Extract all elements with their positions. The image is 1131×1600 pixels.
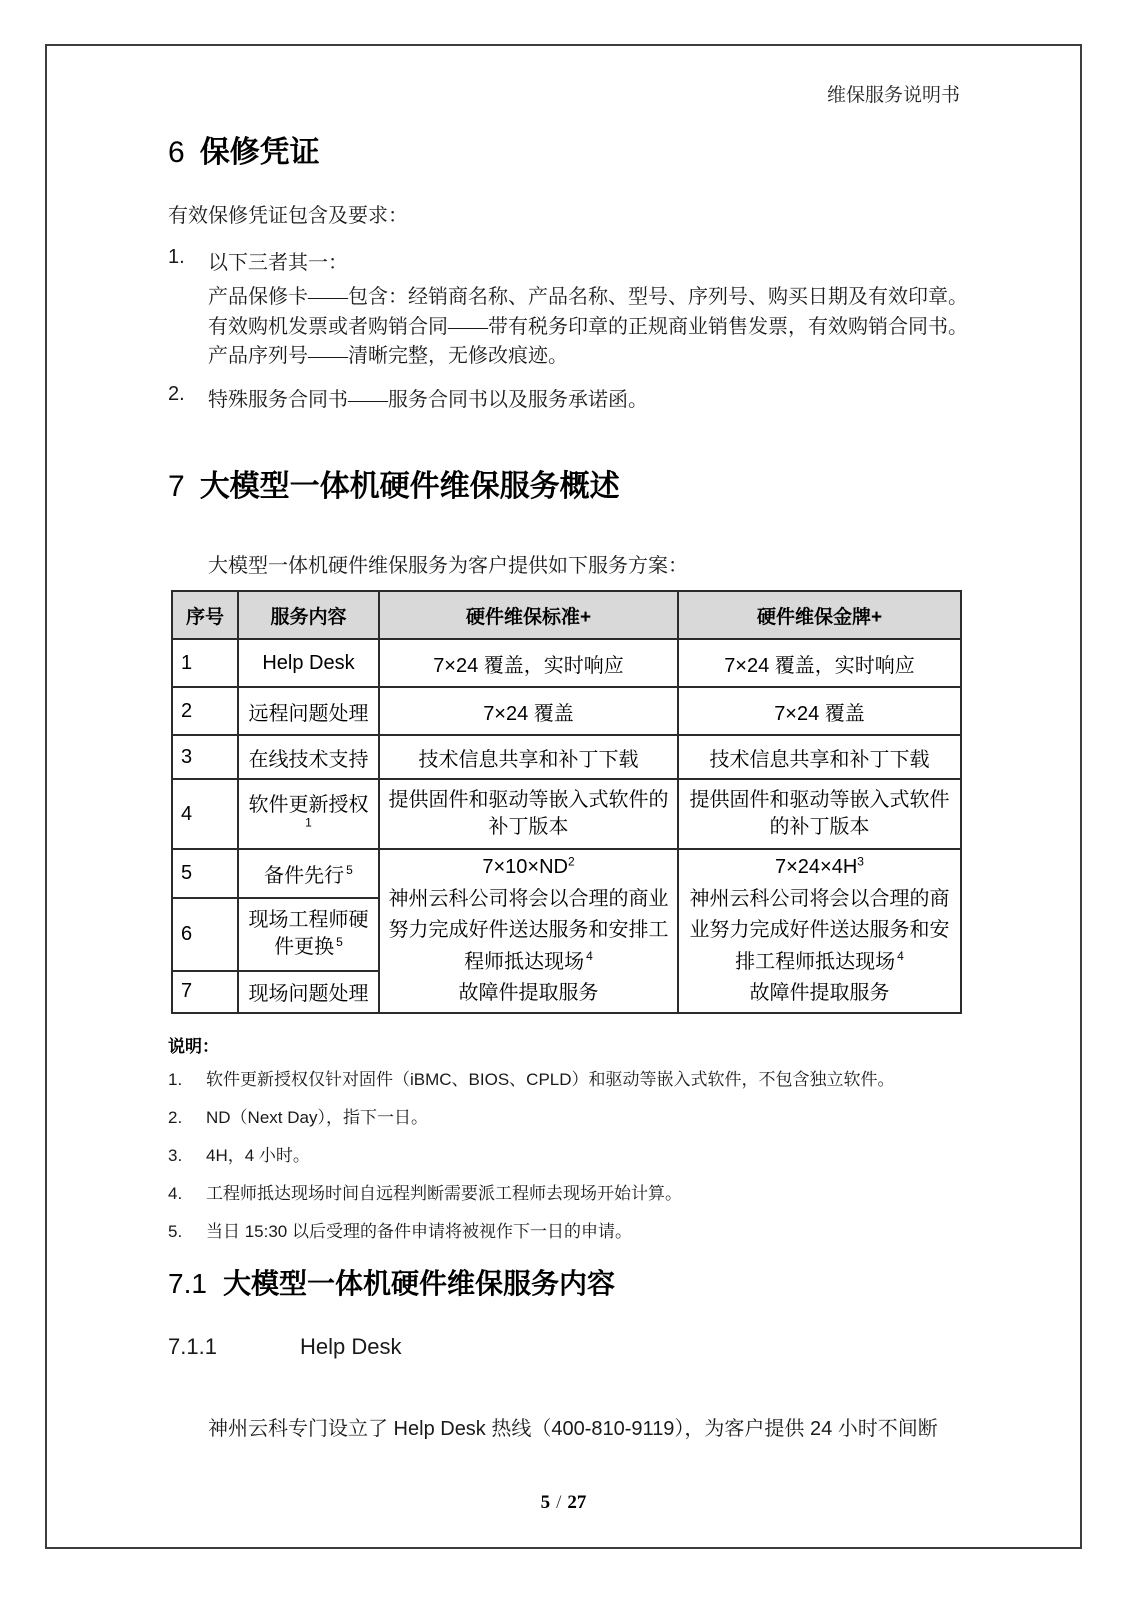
section-6-heading: [168, 136, 320, 170]
section-6-intro: 有效保修凭证包含及要求：: [168, 205, 408, 227]
row-6-service: [238, 898, 379, 971]
col-header-standard: 硬件维保标准+: [379, 591, 678, 639]
merged-standard-cell: [379, 849, 678, 1013]
note-2-number: 2.: [168, 1108, 183, 1127]
merged-gold-cell: [678, 849, 961, 1013]
table-row: [172, 687, 961, 735]
row-1-standard: 7×24 覆盖，实时响应: [379, 639, 678, 687]
standard-sla-text: 7×10×ND: [482, 856, 568, 878]
helpdesk-paragraph: 神州云科专门设立了 Help Desk 热线（400-810-9119），为客户提供 24 小时不间断: [208, 1418, 938, 1440]
note-1-number: 1.: [168, 1070, 183, 1089]
list-item-2: [168, 383, 968, 412]
page-number-separator: /: [556, 1492, 562, 1513]
col-header-gold: 硬件维保金牌+: [678, 591, 961, 639]
gold-sla: [687, 852, 952, 884]
section-6-number: 6: [168, 136, 185, 169]
section-7-1-1-title: Help Desk: [300, 1334, 402, 1359]
table-row: [172, 849, 961, 898]
notes-list: [168, 1068, 968, 1258]
note-2-text: ND（Next Day），指下一日。: [206, 1108, 428, 1127]
row-2-gold: 7×24 覆盖: [678, 687, 961, 735]
standard-commitment-footnote: 4: [586, 948, 593, 963]
standard-sla-footnote: 2: [567, 854, 575, 869]
row-1-service: Help Desk: [238, 639, 379, 687]
page-number: 5: [540, 1492, 551, 1513]
row-7-no: 7: [172, 971, 238, 1012]
row-2-no: 2: [172, 687, 238, 735]
note-item: [168, 1068, 968, 1092]
section-7-number: 7: [168, 470, 185, 503]
row-3-service: 在线技术支持: [238, 735, 379, 779]
row-4-standard: 提供固件和驱动等嵌入式软件的补丁版本: [379, 779, 678, 849]
standard-sla: [388, 852, 669, 884]
page-footer: [45, 1492, 1082, 1514]
note-3-number: 3.: [168, 1146, 183, 1165]
note-5-text: 当日 15:30 以后受理的备件申请将被视作下一日的申请。: [206, 1222, 632, 1241]
table-header-row: [172, 591, 961, 639]
row-6-no: 6: [172, 898, 238, 971]
list-item-1-text: 以下三者其一：: [208, 252, 348, 274]
list-item-2-text: 特殊服务合同书——服务合同书以及服务承诺函。: [208, 389, 648, 411]
table-row: [172, 779, 961, 849]
table-row: [172, 639, 961, 687]
warranty-card-line: 产品保修卡——包含：经销商名称、产品名称、型号、序列号、购买日期及有效印章。: [208, 286, 968, 308]
section-7-1-1-number: 7.1.1: [168, 1334, 217, 1359]
page-total: 27: [567, 1492, 587, 1513]
page-header-title: 维保服务说明书: [826, 85, 960, 106]
col-header-service: 服务内容: [238, 591, 379, 639]
section-7-intro: 大模型一体机硬件维保服务为客户提供如下服务方案：: [208, 555, 688, 577]
note-item: [168, 1144, 968, 1168]
gold-fault-pickup: 故障件提取服务: [749, 982, 890, 1004]
row-5-service-footnote: 5: [346, 863, 353, 878]
gold-commitment-text: 神州云科公司将会以合理的商业努力完成好件送达服务和安排工程师抵达现场: [689, 887, 950, 973]
standard-fault-pickup: 故障件提取服务: [458, 982, 599, 1004]
standard-commitment-text: 神州云科公司将会以合理的商业努力完成好件送达服务和安排工程师抵达现场: [388, 887, 669, 973]
table-row: [172, 735, 961, 779]
gold-commitment-footnote: 4: [897, 948, 904, 963]
col-header-index: 序号: [172, 591, 238, 639]
gold-commitment: [687, 884, 952, 979]
serial-number-line: 产品序列号——清晰完整，无修改痕迹。: [208, 345, 568, 367]
invoice-line: 有效购机发票或者购销合同——带有税务印章的正规商业销售发票，有效购销合同书。: [208, 315, 968, 338]
list-item-1-number: 1.: [168, 246, 185, 268]
row-6-service-text: 现场工程师硬件更换: [248, 909, 369, 959]
section-6-title: 保修凭证: [199, 136, 320, 169]
row-3-gold: 技术信息共享和补丁下载: [678, 735, 961, 779]
row-1-no: 1: [172, 639, 238, 687]
list-item-1: [168, 246, 968, 275]
service-plan-table: [171, 590, 962, 1014]
row-3-no: 3: [172, 735, 238, 779]
list-item-1-details: [208, 283, 968, 372]
notes-label: 说明：: [168, 1037, 219, 1056]
gold-sla-footnote: 3: [857, 854, 864, 869]
row-4-service: [238, 779, 379, 849]
section-7-heading: [168, 470, 620, 504]
section-7-1-heading: [168, 1268, 615, 1300]
note-3-text: 4H，4 小时。: [206, 1146, 310, 1165]
standard-commitment: [388, 884, 669, 979]
gold-sla-text: 7×24×4H: [775, 856, 858, 878]
note-item: [168, 1220, 968, 1244]
row-7-service: 现场问题处理: [238, 971, 379, 1012]
list-item-2-number: 2.: [168, 383, 185, 405]
row-4-gold: 提供固件和驱动等嵌入式软件的补丁版本: [678, 779, 961, 849]
row-2-service: 远程问题处理: [238, 687, 379, 735]
note-5-number: 5.: [168, 1222, 183, 1241]
note-4-number: 4.: [168, 1184, 183, 1203]
note-1-text: 软件更新授权仅针对固件（iBMC、BIOS、CPLD）和驱动等嵌入式软件，不包含独立软件。: [206, 1070, 895, 1089]
row-4-service-text: 软件更新授权: [248, 794, 369, 816]
section-7-title: 大模型一体机硬件维保服务概述: [199, 470, 620, 503]
row-5-service: [238, 849, 379, 898]
row-2-standard: 7×24 覆盖: [379, 687, 678, 735]
row-4-service-footnote: 1: [305, 815, 312, 830]
row-4-no: 4: [172, 779, 238, 849]
row-3-standard: 技术信息共享和补丁下载: [379, 735, 678, 779]
section-7-1-number: 7.1: [168, 1268, 207, 1299]
row-1-gold: 7×24 覆盖，实时响应: [678, 639, 961, 687]
row-6-service-footnote: 5: [336, 934, 343, 949]
section-7-1-1-heading: [168, 1334, 401, 1360]
note-4-text: 工程师抵达现场时间自远程判断需要派工程师去现场开始计算。: [206, 1184, 682, 1203]
note-item: [168, 1106, 968, 1130]
row-5-service-text: 备件先行: [264, 864, 345, 887]
row-5-no: 5: [172, 849, 238, 898]
note-item: [168, 1182, 968, 1206]
section-7-1-title: 大模型一体机硬件维保服务内容: [222, 1268, 615, 1299]
